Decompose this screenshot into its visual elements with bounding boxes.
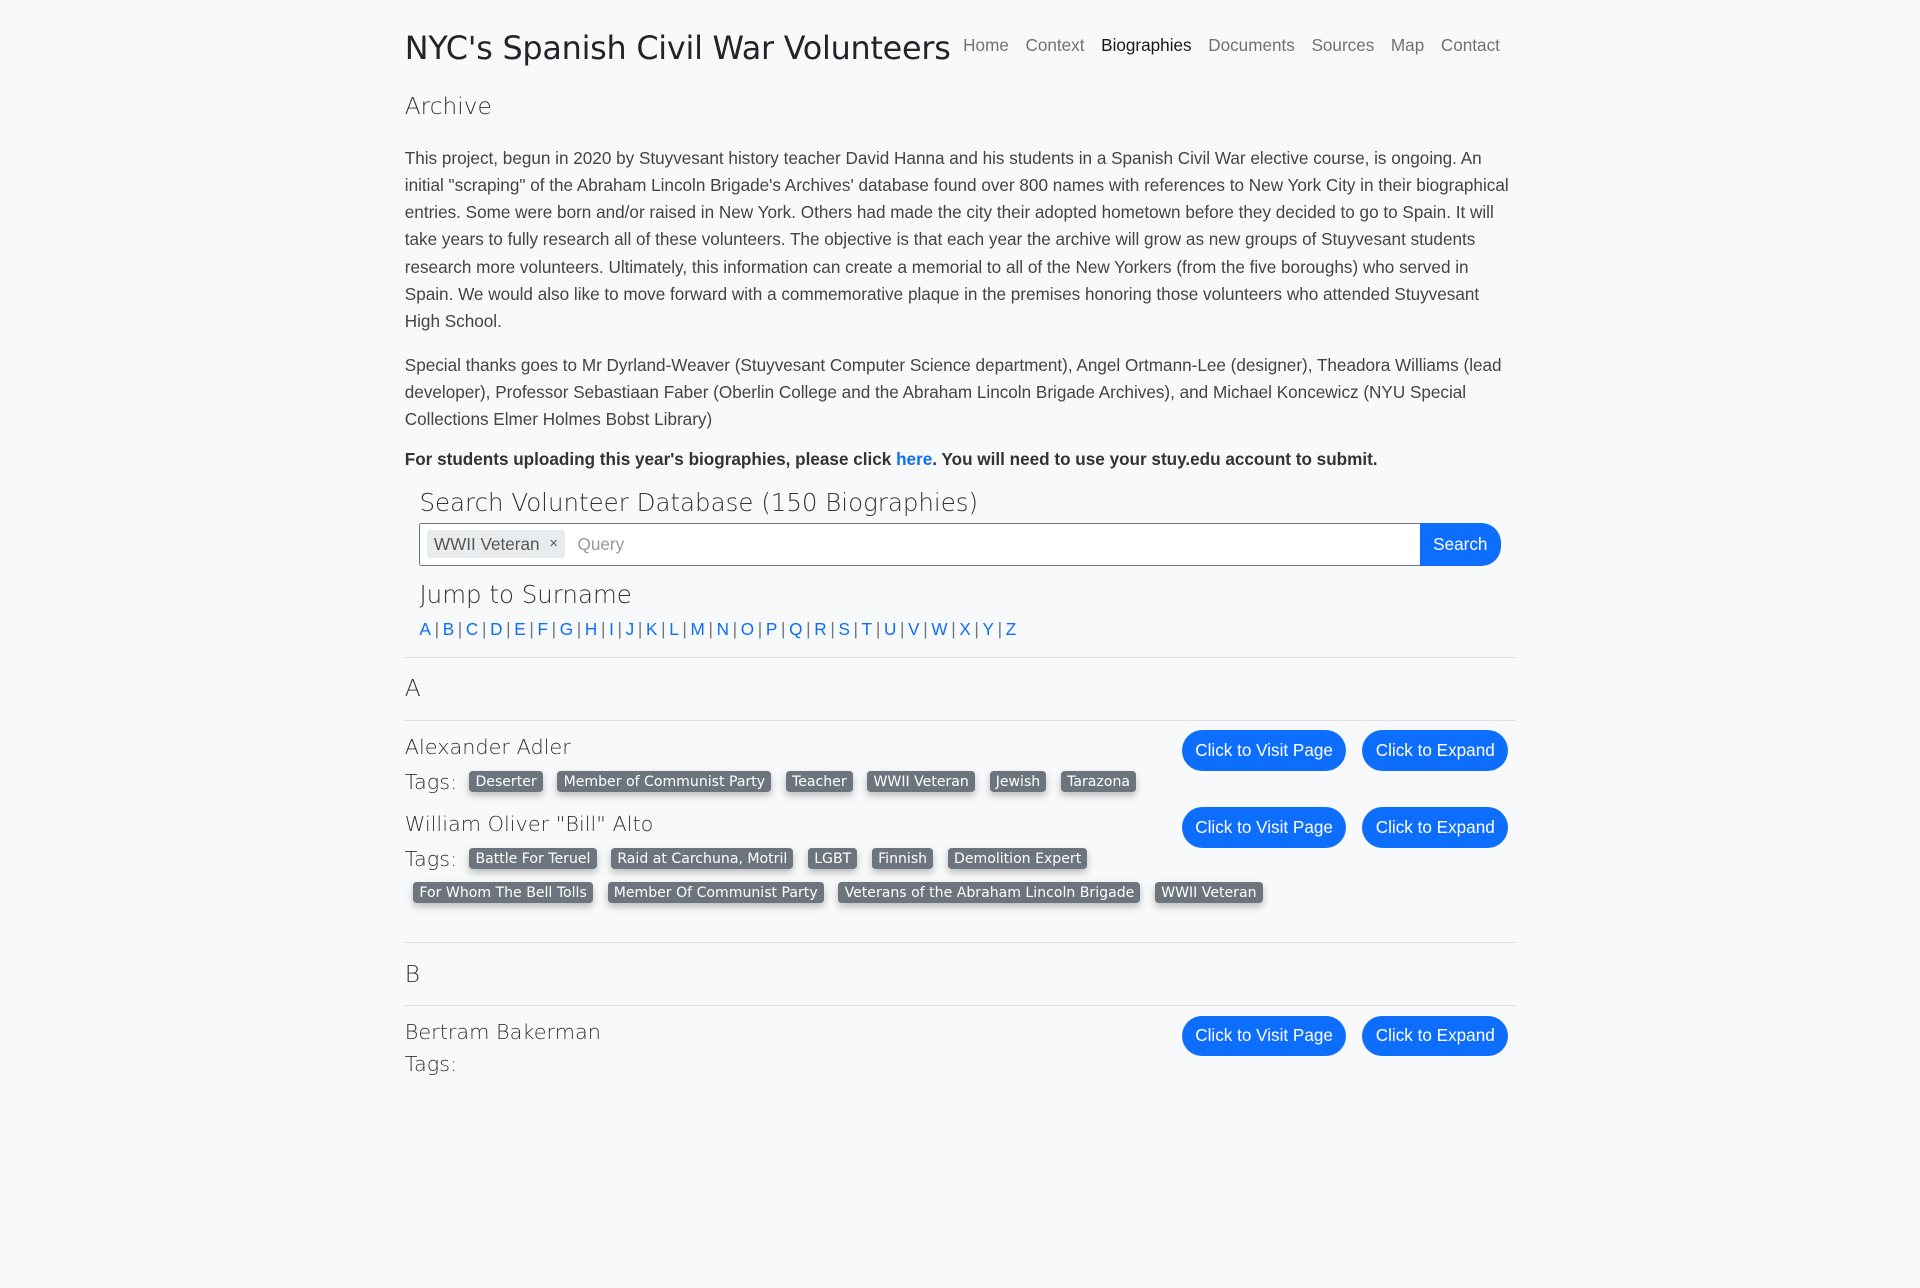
letter-link-h[interactable]: H <box>584 619 598 640</box>
letter-link-v[interactable]: V <box>908 619 920 640</box>
section-spacer <box>405 908 1516 925</box>
volunteer-name: William Oliver "Bill" Alto <box>404 811 654 836</box>
filter-chip-label: WWII Veteran <box>433 533 540 554</box>
tag-badge: Member Of Communist Party <box>608 882 824 903</box>
nav-context[interactable]: Context <box>1025 34 1085 55</box>
letter-separator: | <box>481 619 487 640</box>
letter-separator: | <box>974 619 979 640</box>
tag-badge: Deserter <box>469 771 542 792</box>
site-title[interactable]: NYC's Spanish Civil War Volunteers <box>404 28 951 67</box>
tag-badge: Raid at Carchuna, Motril <box>611 848 793 869</box>
nav-home[interactable]: Home <box>963 34 1009 55</box>
upload-prefix: For students uploading this year's biographies, please click <box>404 449 897 470</box>
volunteer-name: Alexander Adler <box>404 735 571 760</box>
letter-link-n[interactable]: N <box>716 619 729 640</box>
upload-suffix: . You will need to use your stuy.edu account to submit. <box>932 449 1378 470</box>
nav-links <box>955 35 1516 56</box>
letter-separator: | <box>529 619 534 640</box>
tags-label: Tags: <box>404 846 458 871</box>
expand-button[interactable]: Click to Expand <box>1362 807 1508 848</box>
main-container <box>405 0 1516 1076</box>
letter-separator: | <box>997 619 1003 640</box>
letter-separator: | <box>551 619 557 640</box>
letter-separator: | <box>781 619 786 640</box>
letter-separator: | <box>923 619 928 640</box>
visit-page-button[interactable]: Click to Visit Page <box>1182 1016 1347 1057</box>
letter-link-d[interactable]: D <box>490 619 503 640</box>
letter-separator: | <box>830 619 835 640</box>
letter-link-t[interactable]: T <box>861 619 873 640</box>
entry-actions <box>1182 1016 1508 1057</box>
section-divider <box>405 942 1516 943</box>
tags-row <box>405 843 1516 874</box>
letter-separator: | <box>875 619 881 640</box>
search-section <box>405 488 1516 640</box>
volunteer-entry <box>405 812 1516 908</box>
letter-separator: | <box>951 619 956 640</box>
letter-link-a[interactable]: A <box>419 619 431 640</box>
section-divider <box>405 1005 1516 1006</box>
letter-link-z[interactable]: Z <box>1005 619 1017 640</box>
tag-badge: Teacher <box>786 771 853 792</box>
thanks-paragraph: Special thanks goes to Mr Dyrland-Weaver (Stuyvesant Computer Science department), Angel Ortmann-Lee (designer), Theadora Williams (lead developer), Professor Sebastiaan Faber (Oberlin College and the Abraham Lincoln Brigade Archives), and Michael Koncewicz (NYU Special Collections Elmer Holmes Bobst Library) <box>404 354 1502 430</box>
expand-button[interactable]: Click to Expand <box>1362 730 1508 771</box>
entry-actions <box>1182 730 1508 771</box>
letter-link-o[interactable]: O <box>740 619 755 640</box>
intro-paragraph: This project, begun in 2020 by Stuyvesant history teacher David Hanna and his students in a Spanish Civil War elective course, is ongoing. An initial "scraping" of the Abraham Lincoln Brigade's Archives' database found over 800 names with references to New York City in their biographical entries. Some were born and/or raised in New York. Others had made the city their adopted hometown before they decided to go to Spain. It will take years to fully research all of these volunteers. The objective is that each year the archive will grow as new groups of Stuyvesant students research more volunteers. Ultimately, this information can create a memorial to all of the New Yorkers (from the five boroughs) who served in Spain. We would also like to move forward with a commemorative plaque in the premises honoring those volunteers who attended Stuyvesant High School. <box>404 147 1509 332</box>
search-input[interactable] <box>575 532 1420 555</box>
jump-title: Jump to Surname <box>419 580 632 610</box>
expand-button[interactable]: Click to Expand <box>1362 1016 1508 1057</box>
letter-separator: | <box>806 619 811 640</box>
letter-link-q[interactable]: Q <box>789 619 803 640</box>
letter-link-y[interactable]: Y <box>982 619 994 640</box>
tag-badge: Veterans of the Abraham Lincoln Brigade <box>838 882 1140 903</box>
section-divider <box>405 720 1516 721</box>
search-bar <box>419 523 1500 566</box>
letter-link-x[interactable]: X <box>959 619 971 640</box>
letter-separator: | <box>757 619 763 640</box>
filter-chip <box>427 530 566 558</box>
tag-badge: Tarazona <box>1061 771 1136 792</box>
section-letter-heading: A <box>404 675 421 703</box>
tags-row <box>405 767 1516 798</box>
letter-separator: | <box>708 619 713 640</box>
letter-separator: | <box>576 619 582 640</box>
tags-label: Tags: <box>404 769 458 794</box>
volunteer-entry <box>405 1020 1516 1075</box>
tag-badge: Finnish <box>872 848 933 869</box>
letter-link-p[interactable]: P <box>765 619 778 640</box>
letter-link-j[interactable]: J <box>625 619 635 640</box>
visit-page-button[interactable]: Click to Visit Page <box>1182 730 1347 771</box>
surname-letter-links <box>419 619 1500 640</box>
navbar <box>405 0 1516 91</box>
letter-link-e[interactable]: E <box>514 619 526 640</box>
letter-link-s[interactable]: S <box>838 619 850 640</box>
section-letter-heading: B <box>404 960 420 988</box>
letter-link-k[interactable]: K <box>645 619 658 640</box>
tag-badge: WWII Veteran <box>1155 882 1263 903</box>
page-title: Archive <box>404 93 492 121</box>
letter-link-g[interactable]: G <box>559 619 574 640</box>
letter-link-u[interactable]: U <box>883 619 897 640</box>
letter-link-b[interactable]: B <box>442 619 455 640</box>
close-icon[interactable]: × <box>549 536 558 553</box>
letter-separator: | <box>506 619 511 640</box>
letter-link-r[interactable]: R <box>814 619 827 640</box>
tags-row <box>407 878 1515 909</box>
letter-link-m[interactable]: M <box>690 619 705 640</box>
letter-link-i[interactable]: I <box>609 619 614 640</box>
entry-actions <box>1182 807 1508 848</box>
nav-contact[interactable]: Contact <box>1440 34 1500 55</box>
search-button[interactable]: Search <box>1420 523 1501 566</box>
tags-label: Tags: <box>404 1051 458 1076</box>
letter-separator: | <box>434 619 440 640</box>
visit-page-button[interactable]: Click to Visit Page <box>1182 807 1347 848</box>
letter-separator: | <box>617 619 622 640</box>
letter-separator: | <box>600 619 606 640</box>
volunteer-name: Bertram Bakerman <box>404 1020 601 1045</box>
letter-separator: | <box>457 619 463 640</box>
section-divider <box>405 657 1516 658</box>
tag-badge: LGBT <box>808 848 857 869</box>
letter-separator: | <box>899 619 905 640</box>
letter-link-c[interactable]: C <box>465 619 479 640</box>
letter-link-l[interactable]: L <box>669 619 679 640</box>
letter-separator: | <box>853 619 858 640</box>
nav-sources[interactable]: Sources <box>1311 34 1375 55</box>
letter-separator: | <box>732 619 738 640</box>
tag-badge: WWII Veteran <box>867 771 975 792</box>
nav-biographies[interactable]: Biographies <box>1101 34 1192 55</box>
tag-badge: Member of Communist Party <box>557 771 771 792</box>
tag-badge: Battle For Teruel <box>469 848 596 869</box>
letter-separator: | <box>637 619 643 640</box>
volunteer-entry <box>405 735 1516 797</box>
search-input-box[interactable] <box>419 523 1419 566</box>
nav-documents[interactable]: Documents <box>1208 34 1295 55</box>
tag-badge: Demolition Expert <box>948 848 1087 869</box>
search-title: Search Volunteer Database (150 Biographies) <box>419 487 979 517</box>
nav-map[interactable]: Map <box>1390 34 1425 55</box>
upload-link[interactable]: here <box>896 449 933 470</box>
letter-link-w[interactable]: W <box>931 619 948 640</box>
tag-badge: For Whom The Bell Tolls <box>413 882 593 903</box>
upload-notice <box>405 449 1516 470</box>
biography-sections <box>405 657 1516 1076</box>
letter-separator: | <box>661 619 666 640</box>
letter-link-f[interactable]: F <box>537 619 548 640</box>
tag-badge: Jewish <box>990 771 1047 792</box>
letter-separator: | <box>682 619 687 640</box>
